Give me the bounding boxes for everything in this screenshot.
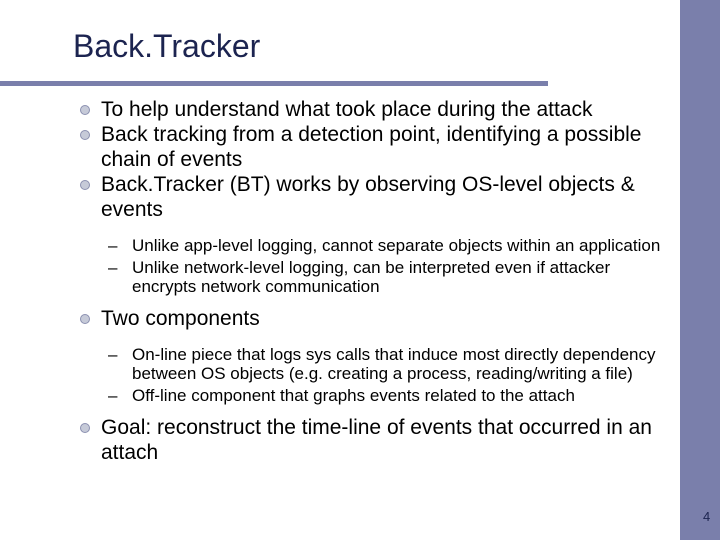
bullet-list bbox=[78, 97, 678, 465]
sub-bullet-item bbox=[78, 258, 678, 296]
sub-bullet-item bbox=[78, 386, 678, 405]
sub-bullet-item bbox=[78, 345, 678, 383]
dash-icon: – bbox=[108, 258, 118, 277]
sub-bullet-group bbox=[78, 345, 678, 405]
bullet-icon bbox=[80, 314, 90, 324]
dash-icon: – bbox=[108, 345, 118, 364]
sub-bullet-item bbox=[78, 236, 678, 255]
dash-icon: – bbox=[108, 386, 118, 405]
sub-bullet-text: On-line piece that logs sys calls that induce most directly dependency between OS objects (e.g. creating a process, reading/writing a file) bbox=[132, 345, 656, 383]
bullet-icon bbox=[80, 180, 90, 190]
bullet-item bbox=[78, 122, 678, 172]
sub-bullet-text: Unlike network-level logging, can be interpreted even if attacker encrypts network communication bbox=[132, 258, 611, 296]
bullet-text: To help understand what took place during the attack bbox=[101, 98, 593, 121]
bullet-text: Back.Tracker (BT) works by observing OS-level objects & events bbox=[101, 173, 635, 221]
bullet-icon bbox=[80, 105, 90, 115]
bullet-item bbox=[78, 97, 678, 122]
bullet-text: Back tracking from a detection point, identifying a possible chain of events bbox=[101, 123, 642, 171]
bullet-text: Two components bbox=[101, 307, 260, 330]
title-underline bbox=[0, 81, 548, 86]
bullet-text: Goal: reconstruct the time-line of events that occurred in an attach bbox=[101, 416, 652, 464]
bullet-item bbox=[78, 172, 678, 222]
bullet-icon bbox=[80, 130, 90, 140]
slide-title: Back.Tracker bbox=[73, 28, 261, 64]
sub-bullet-text: Off-line component that graphs events related to the attach bbox=[132, 386, 575, 405]
page-number: 4 bbox=[703, 509, 711, 524]
bullet-item bbox=[78, 306, 678, 331]
dash-icon: – bbox=[108, 236, 118, 255]
right-accent-bar bbox=[680, 0, 720, 540]
sub-bullet-text: Unlike app-level logging, cannot separate objects within an application bbox=[132, 236, 661, 255]
bullet-icon bbox=[80, 423, 90, 433]
sub-bullet-group bbox=[78, 236, 678, 296]
bullet-item bbox=[78, 415, 678, 465]
